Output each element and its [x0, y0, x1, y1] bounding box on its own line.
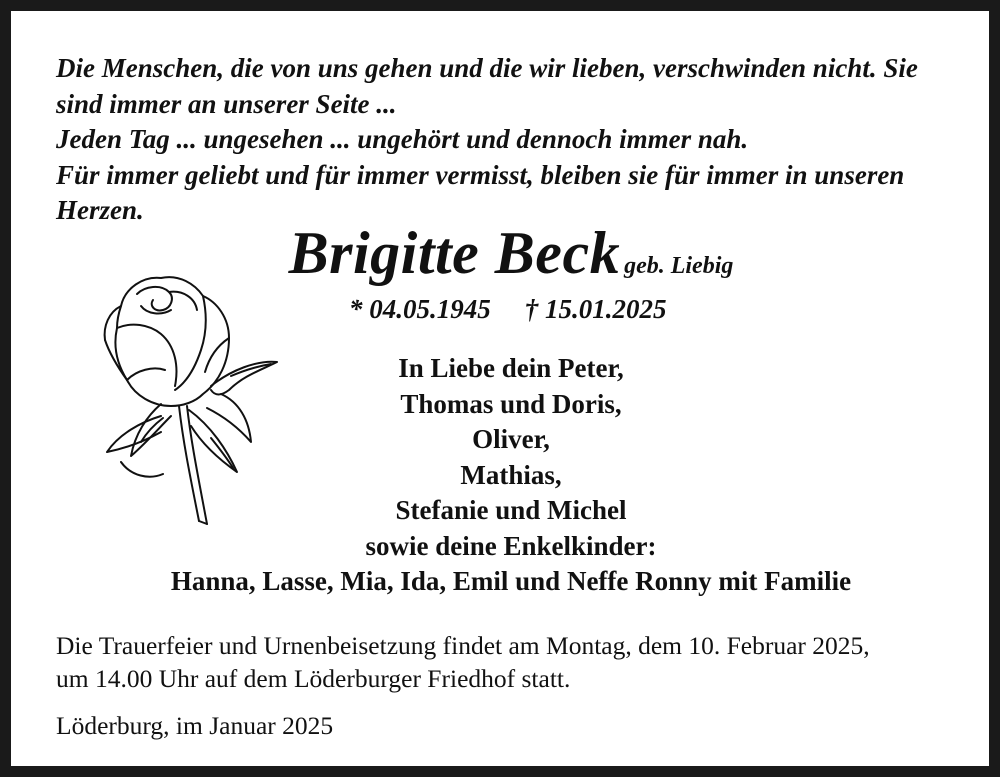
mourner-line: Mathias,: [460, 459, 562, 490]
mourner-line: Thomas und Doris,: [400, 388, 622, 419]
quote-line: Die Menschen, die von uns gehen und die wir lieben, verschwinden nicht. Sie: [56, 53, 918, 83]
service-line: Die Trauerfeier und Urnenbeisetzung findet am Montag, dem 10. Februar 2025,: [56, 631, 870, 660]
deceased-name: Brigitte Beck: [288, 220, 621, 286]
mourners-list: [11, 351, 1000, 600]
funeral-service-info: [56, 629, 986, 695]
mourner-line: Stefanie und Michel: [395, 495, 627, 525]
quote-line: Jeden Tag ... ungesehen ... ungehört und dennoch immer nah.: [56, 124, 749, 154]
birth-date: * 04.05.1945: [349, 294, 491, 324]
mourner-line: Oliver,: [472, 424, 550, 454]
mourner-line: Hanna, Lasse, Mia, Ida, Emil und Neffe Ronny mit Familie: [170, 566, 852, 596]
memorial-quote: [56, 51, 976, 229]
place-and-date: Löderburg, im Januar 2025: [56, 711, 334, 740]
mourner-line: sowie deine Enkelkinder:: [365, 530, 657, 561]
quote-line: Herzen.: [56, 195, 144, 225]
life-dates: [349, 294, 749, 325]
quote-line: sind immer an unserer Seite ...: [56, 88, 397, 119]
maiden-name: geb. Liebig: [624, 253, 734, 279]
service-line: um 14.00 Uhr auf dem Löderburger Friedhof statt.: [56, 664, 571, 693]
quote-line: Für immer geliebt und für immer vermisst, bleiben sie für immer in unseren: [56, 159, 905, 190]
death-date: † 15.01.2025: [524, 294, 667, 324]
mourner-line: In Liebe dein Peter,: [398, 353, 624, 383]
